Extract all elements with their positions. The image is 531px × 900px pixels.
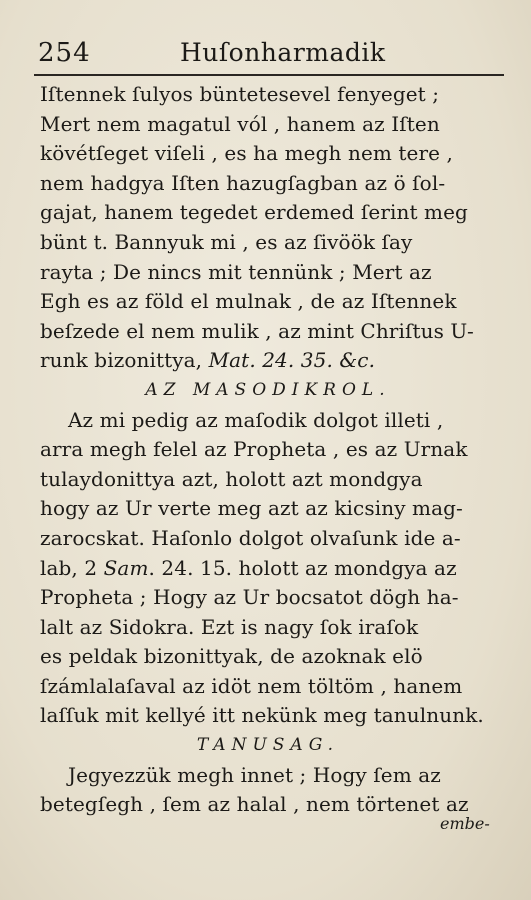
text-line	[40, 169, 496, 199]
text-line	[40, 672, 496, 702]
text-line	[40, 317, 496, 347]
line-text: zarocskat. Haſonlo dolgot olvaſunk ide a-	[40, 525, 461, 550]
text-line	[40, 80, 496, 110]
text-line	[40, 346, 496, 376]
line-text: Propheta ; Hogy az Ur bocsatot dögh ha-	[40, 585, 459, 610]
text-line	[40, 642, 496, 672]
text-line	[40, 494, 496, 524]
line-text: betegſegh , ſem az halal , nem törtenet az	[40, 792, 469, 817]
line-text: Iſtennek ſulyos büntetesevel fenyeget ;	[40, 82, 440, 106]
text-line	[40, 110, 496, 140]
line-text: beſzede el nem mulik , az mint Chriſtus U-	[40, 318, 474, 343]
line-text-tail: . 24. 15. holott az mondgya az	[148, 555, 457, 580]
text-line	[40, 465, 496, 495]
line-text: Mert nem magatul vól , hanem az Iſten	[40, 111, 440, 136]
text-line	[40, 287, 496, 317]
line-text: ſzámlalaſaval az idöt nem töltöm , hanem	[40, 673, 463, 698]
line-text: laſſuk mit kellyé itt nekünk meg tanulnunk.	[40, 703, 484, 728]
scripture-reference: Sam	[103, 555, 149, 580]
line-text: es peldak bizonittyak, de azoknak elö	[40, 644, 423, 669]
text-line	[40, 198, 496, 228]
line-text: AZ MASODIKROL.	[145, 379, 391, 400]
running-head: Huſonharmadik	[180, 38, 386, 67]
page-header	[34, 38, 504, 76]
text-line	[40, 583, 496, 613]
line-text: tulaydonittya azt, holott azt mondgya	[40, 466, 423, 491]
line-text: rayta ; De nincs mit tennünk ; Mert az	[40, 259, 432, 284]
line-text: nem hadgya Iſten hazugſagban az ö ſol-	[40, 170, 446, 195]
line-text: Egh es az föld el mulnak , de az Iſtennek	[40, 289, 457, 314]
page-number: 254	[38, 38, 91, 68]
line-text: bünt t. Bannyuk mi , es az ſivöök ſay	[40, 229, 413, 254]
line-text: lalt az Sidokra. Ezt is nagy ſok iraſok	[40, 614, 419, 639]
text-line	[40, 435, 496, 465]
text-line	[40, 406, 496, 436]
text-line	[40, 701, 496, 731]
line-text: Az mi pedig az maſodik dolgot illeti ,	[68, 407, 444, 432]
line-text: runk bizonittya,	[40, 348, 209, 373]
section-heading	[40, 376, 496, 406]
text-line	[40, 761, 496, 791]
text-line	[40, 554, 496, 584]
text-line	[40, 613, 496, 643]
catchword: embe-	[440, 814, 490, 833]
line-text: arra megh felel az Propheta , es az Urnak	[40, 437, 468, 462]
text-line	[40, 228, 496, 258]
text-line	[40, 258, 496, 288]
line-text: Jegyezzük megh innet ; Hogy ſem az	[68, 762, 441, 787]
page-body	[40, 80, 496, 820]
line-text: hogy az Ur verte meg azt az kicsiny mag-	[40, 496, 463, 521]
section-heading	[40, 731, 496, 761]
line-text: gajat, hanem tegedet erdemed ſerint meg	[40, 200, 468, 225]
line-text: lab, 2	[40, 555, 104, 580]
text-line	[40, 524, 496, 554]
line-text: kövétſeget viſeli , es ha megh nem tere ,	[40, 141, 453, 166]
text-line	[40, 139, 496, 169]
text-line	[40, 790, 496, 820]
line-text: TANUSAG.	[196, 735, 340, 756]
scripture-reference: Mat. 24. 35. &c.	[208, 348, 376, 373]
